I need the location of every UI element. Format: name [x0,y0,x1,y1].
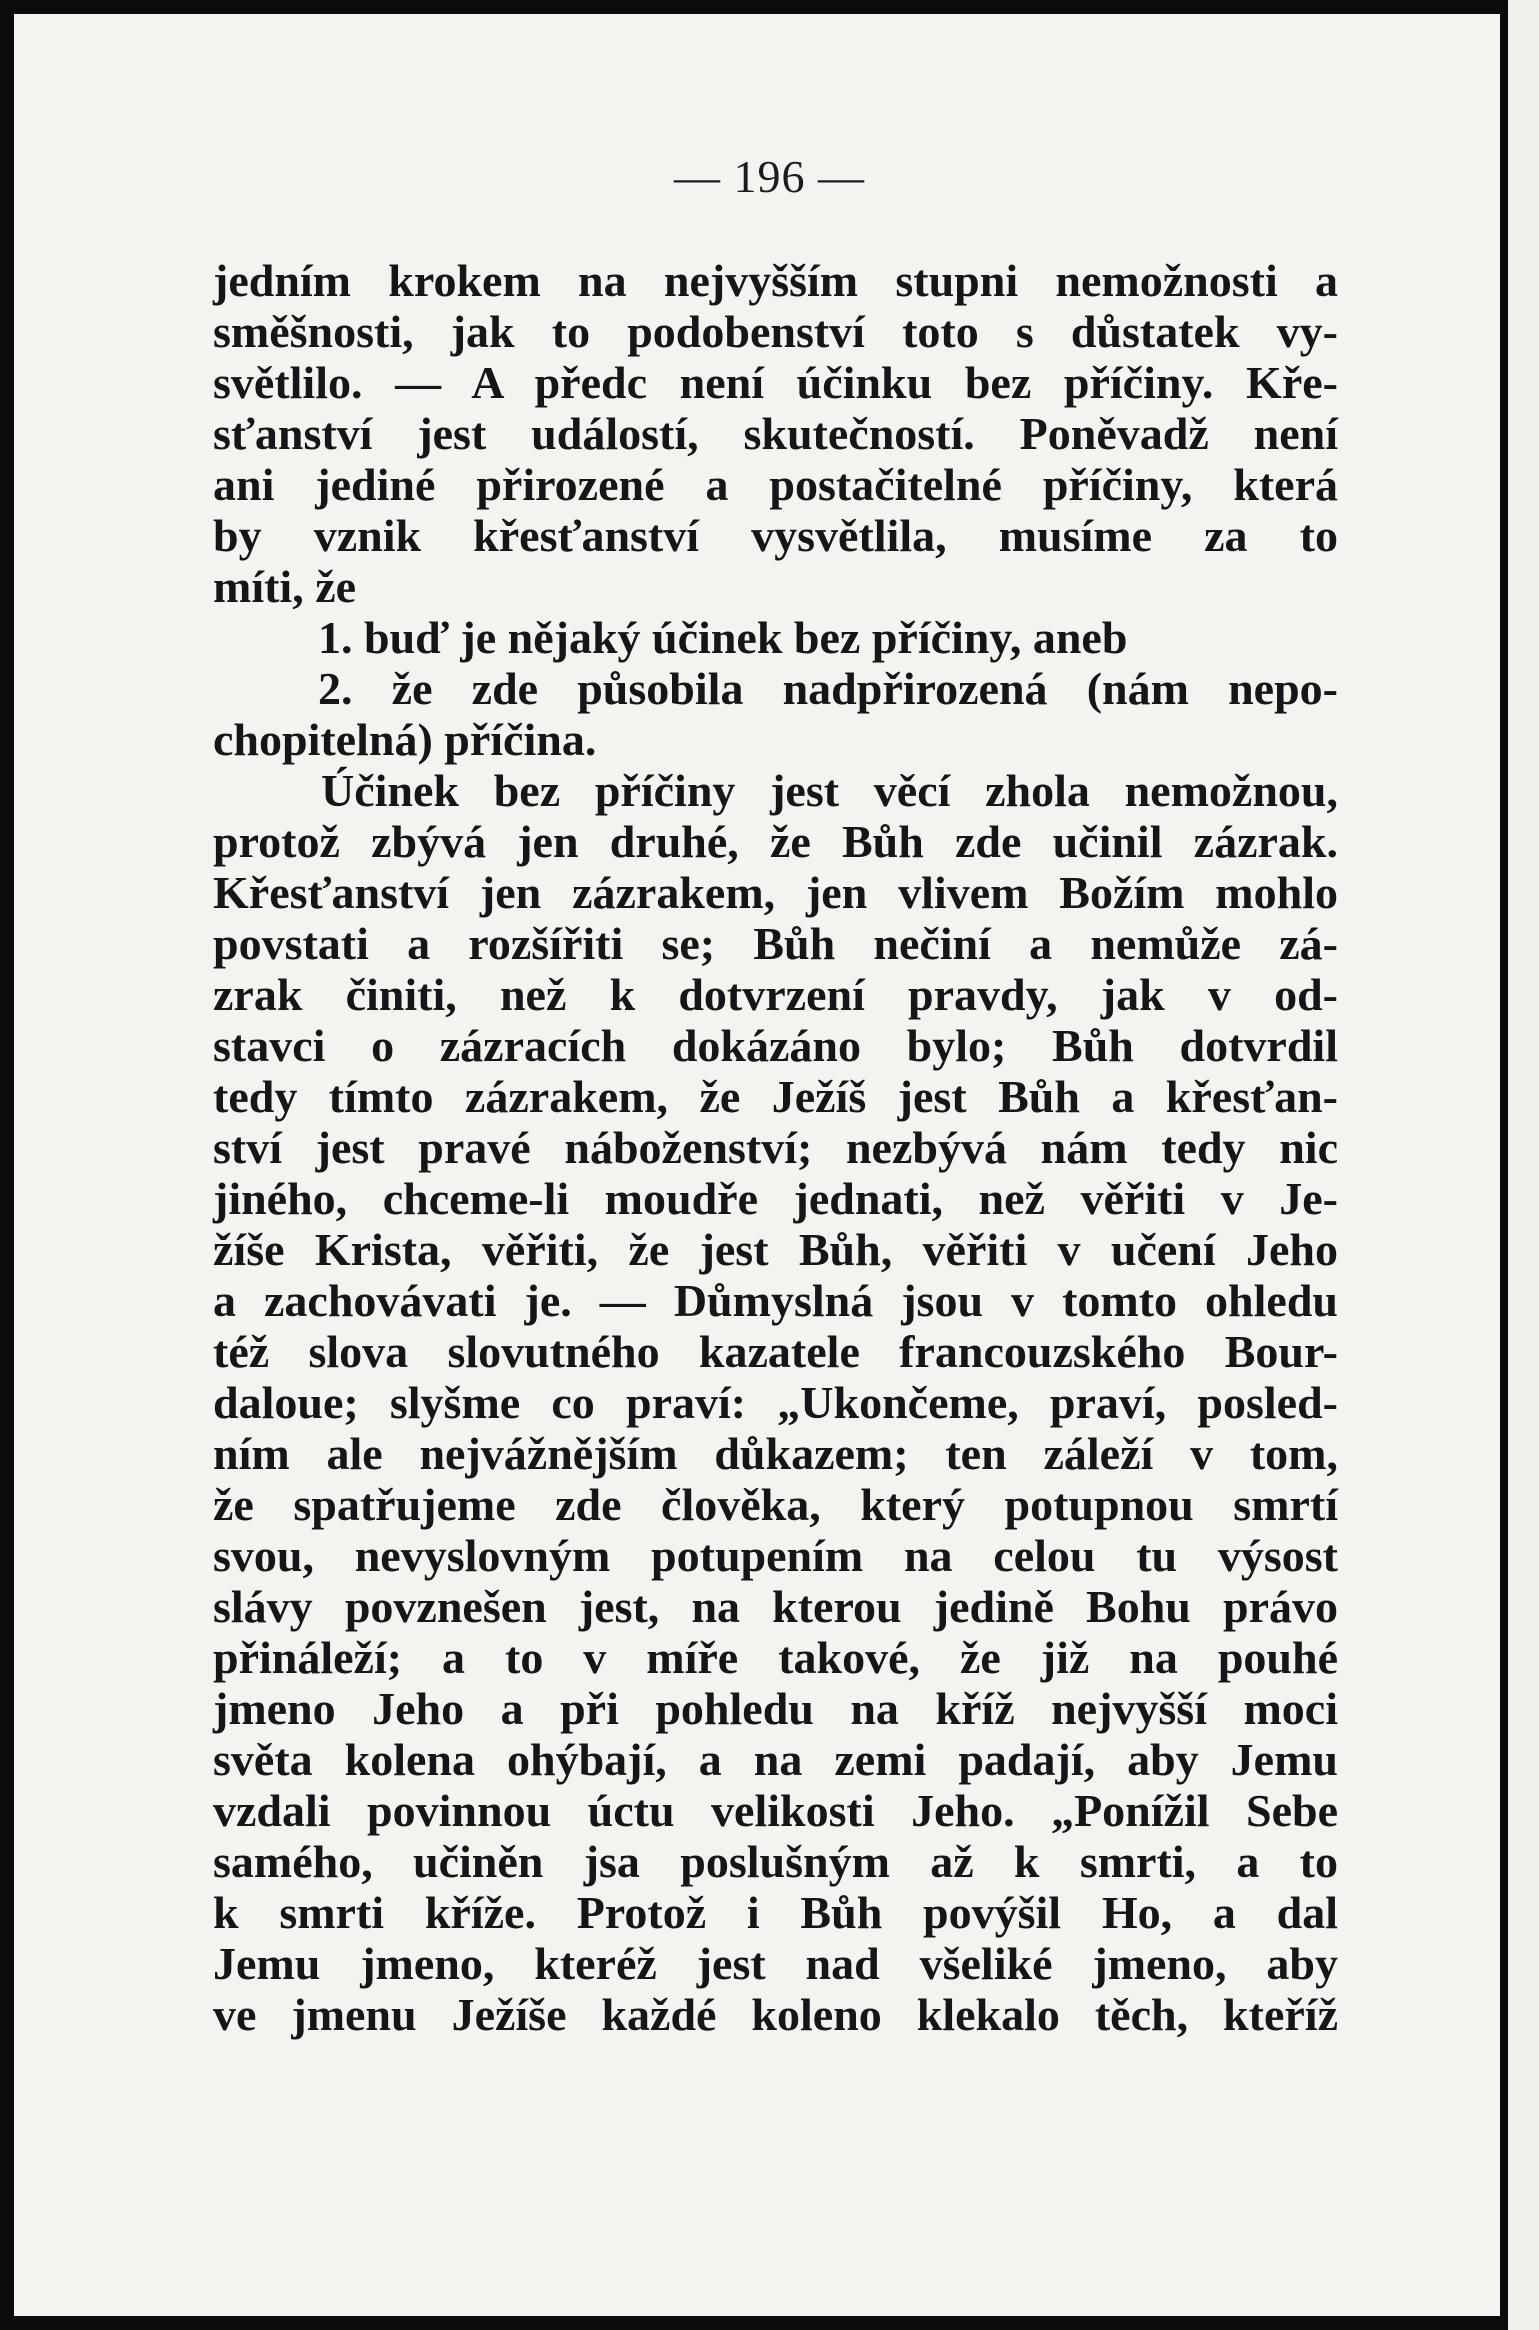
adjacent-page-edge [1500,0,1539,2330]
list-item: 2. že zde působila nadpřirozená (nám nepo- [318,663,1338,714]
text-line: slávy povznešen jest, na kterou jedině Bohu právo [213,1581,1338,1632]
text-line: jedním krokem na nejvyšším stupni nemožnosti a [213,255,1338,306]
text-line: ství jest pravé náboženství; nezbývá nám tedy nic [213,1122,1338,1173]
text-line: by vznik křesťanství vysvětlila, musíme za to [213,510,1338,561]
text-line: přináleží; a to v míře takové, že již na pouhé [213,1632,1338,1683]
text-line: též slova slovutného kazatele francouzského Bour- [213,1326,1338,1377]
text-line: k smrti kříže. Protož i Bůh povýšil Ho, a dal [213,1887,1338,1938]
text-line: chopitelná) příčina. [213,714,597,765]
text-line: protož zbývá jen druhé, že Bůh zde učinil zázrak. [213,816,1338,867]
text-line: jiného, chceme-li moudře jednati, než věřiti v Je- [213,1173,1338,1224]
text-line: Účinek bez příčiny jest věcí zhola nemožnou, [321,765,1338,816]
text-line: zrak činiti, než k dotvrzení pravdy, jak v od- [213,969,1338,1020]
text-line: míti, že [213,561,357,612]
page-number: — 196 — [674,151,865,202]
text-line: Křesťanství jen zázrakem, jen vlivem Božím mohlo [213,867,1338,918]
text-line: žíše Krista, věřiti, že jest Bůh, věřiti v učení Jeho [213,1224,1338,1275]
text-line: ani jediné přirozené a postačitelné příčiny, která [213,459,1338,510]
text-line: svou, nevyslovným potupením na celou tu výsost [213,1530,1338,1581]
text-line: vzdali povinnou úctu velikosti Jeho. „Ponížil Sebe [213,1785,1338,1836]
text-line: že spatřujeme zde člověka, který potupnou smrtí [213,1479,1338,1530]
text-line: povstati a rozšířiti se; Bůh nečiní a nemůže zá- [213,918,1338,969]
text-line: světlilo. — A předc není účinku bez příčiny. Kře- [213,357,1338,408]
text-line: ním ale nejvážnějším důkazem; ten záleží v tom, [213,1428,1338,1479]
text-line: a zachovávati je. — Důmyslná jsou v tomto ohledu [213,1275,1338,1326]
text-line: ve jmenu Ježíše každé koleno klekalo těch, kteříž [213,1989,1338,2040]
text-line: jmeno Jeho a při pohledu na kříž nejvyšší moci [213,1683,1338,1734]
text-line: sťanství jest událostí, skutečností. Poněvadž není [213,408,1338,459]
text-line: světa kolena ohýbají, a na zemi padají, aby Jemu [213,1734,1338,1785]
list-item: 1. buď je nějaký účinek bez příčiny, aneb [318,612,1128,663]
body-text [213,255,1338,2040]
text-line: tedy tímto zázrakem, že Ježíš jest Bůh a křesťan- [213,1071,1338,1122]
text-line: Jemu jmeno, kteréž jest nad všeliké jmeno, aby [213,1938,1338,1989]
text-line: samého, učiněn jsa poslušným až k smrti, a to [213,1836,1338,1887]
text-line: daloue; slyšme co praví: „Ukončeme, praví, posled- [213,1377,1338,1428]
text-line: stavci o zázracích dokázáno bylo; Bůh dotvrdil [213,1020,1338,1071]
text-line: směšnosti, jak to podobenství toto s důstatek vy- [213,306,1338,357]
